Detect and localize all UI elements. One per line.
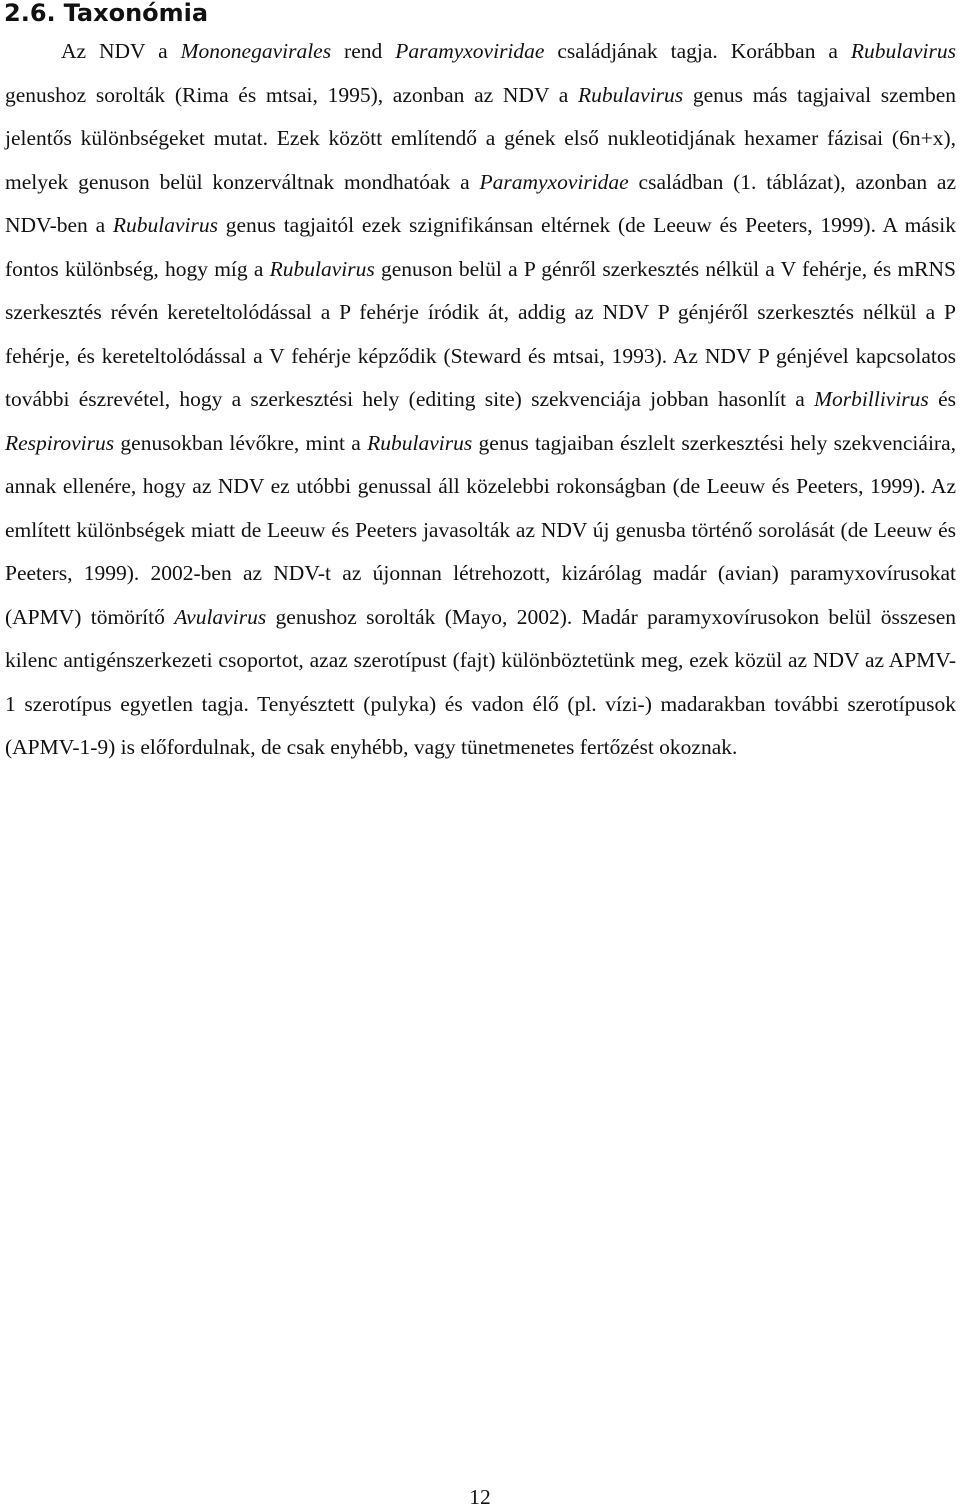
text-run: genus más tagjaival szemben jelentős különbségeket mutat. Ezek között említendő a gének első nukleotidjának hexamer fázisai (6n+x), melyek genuson belül konzerváltnak mondhatóak a: [5, 82, 956, 194]
taxon-name: Paramyxoviridae: [479, 169, 629, 194]
text-run: Az NDV a: [61, 39, 181, 63]
text-run: genushoz sorolták (Rima és mtsai, 1995), azonban az NDV a: [5, 82, 579, 107]
text-run: genushoz sorolták (Mayo, 2002). Madár paramyxovírusokon belül összesen kilenc antigénszerkezeti csoportot, azaz szerotípust (fajt) különböztetünk meg, ezek közül az NDV az APMV-1 szerotípus egyetlen tagja. Tenyésztett (pulyka) és vadon élő (pl. vízi-) madarakban további szerotípusok (APMV-1-9) is előfordulnak, de csak enyhébb, vagy tünetmenetes fertőzést okoznak.: [5, 604, 957, 759]
text-run: családjának tagja. Korábban a: [544, 39, 851, 63]
text-run: genusokban lévőkre, mint a: [114, 430, 368, 455]
taxon-name: Rubulavirus: [112, 213, 218, 237]
taxon-name: Mononegavirales: [180, 39, 332, 63]
taxon-name: Rubulavirus: [850, 39, 957, 63]
text-run: és: [928, 387, 956, 411]
section-number: 2.6.: [4, 0, 56, 27]
section-title: Taxonómia: [63, 0, 209, 27]
page-number: 12: [469, 1485, 491, 1509]
taxon-name: Rubulavirus: [269, 256, 375, 281]
text-run: genus tagjaitól ezek szignifikánsan eltérnek (de Leeuw és Peeters, 1999). A másik fontos különbség, hogy míg a: [5, 213, 956, 281]
taxon-name: Morbillivirus: [814, 387, 929, 411]
taxon-name: Respirovirus: [5, 430, 115, 455]
body-paragraph: [5, 30, 956, 770]
taxon-name: Rubulavirus: [367, 430, 473, 455]
taxon-name: Rubulavirus: [578, 82, 684, 107]
text-run: genuson belül a P génről szerkesztés nélkül a V fehérje, és mRNS szerkesztés révén kereteltolódással a P fehérje íródik át, addig az NDV P génjéről szerkesztés nélkül a P fehérje, és kereteltolódással a V fehérje képződik (Steward és mtsai, 1993). Az NDV P génjével kapcsolatos további észrevétel, hogy a szerkesztési hely (editing site) szekvenciája jobban hasonlít a: [5, 256, 956, 411]
text-run: családban (1. táblázat), azonban az NDV-ben a: [5, 169, 956, 237]
taxon-name: Paramyxoviridae: [395, 39, 545, 63]
taxon-name: Avulavirus: [174, 604, 267, 629]
text-run: genus tagjaiban észlelt szerkesztési hely szekvenciáira, annak ellenére, hogy az NDV ez utóbbi genussal áll közelebbi rokonságban (de Leeuw és Peeters, 1999). Az említett különbségek miatt de Leeuw és Peeters javasolták az NDV új genusba történő sorolását (de Leeuw és Peeters, 1999). 2002-ben az NDV-t az újonnan létrehozott, kizárólag madár (avian) paramyxovírusokat (APMV) tömörítő: [5, 430, 956, 629]
section-heading: [4, 0, 208, 28]
text-run: rend: [331, 39, 396, 63]
